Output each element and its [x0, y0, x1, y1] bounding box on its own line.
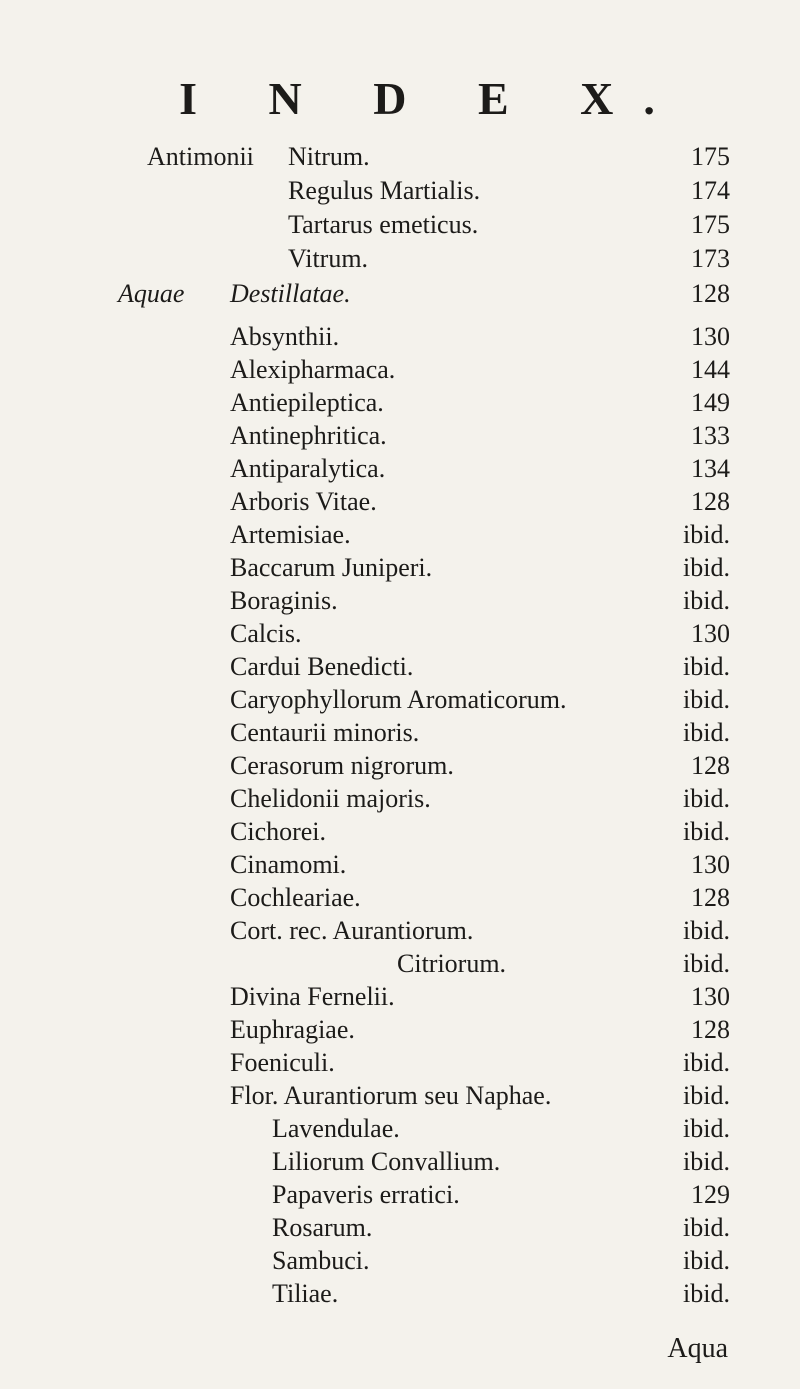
entry-text: Cort. rec. Aurantiorum.	[230, 916, 474, 945]
entry-text: Arboris Vitae.	[230, 487, 377, 516]
index-entry	[0, 1178, 800, 1212]
entry-text: Cichorei.	[230, 817, 327, 846]
entry-page: ibid.	[683, 1081, 730, 1110]
entry-text: Alexipharmaca.	[230, 355, 396, 384]
index-entry	[0, 386, 800, 420]
entry-page: 129	[691, 1180, 730, 1209]
entry-page: 130	[691, 982, 730, 1011]
index-entry	[0, 683, 800, 717]
entry-page: ibid.	[683, 718, 730, 747]
index-entry	[0, 584, 800, 618]
index-entry	[0, 242, 800, 276]
entry-text: Calcis.	[230, 619, 302, 648]
entry-page: ibid.	[683, 1246, 730, 1275]
index-entry	[0, 485, 800, 519]
entry-text: Baccarum Juniperi.	[230, 553, 433, 582]
index-entry	[0, 320, 800, 354]
entry-page: 134	[691, 454, 730, 483]
entry-text: Rosarum.	[272, 1213, 373, 1242]
index-entry	[0, 1244, 800, 1278]
entry-text: Centaurii minoris.	[230, 718, 420, 747]
index-entry	[0, 947, 800, 981]
entry-text: Tartarus emeticus.	[288, 210, 479, 239]
entry-page: ibid.	[683, 1048, 730, 1077]
entry-text: Vitrum.	[288, 244, 369, 273]
index-entry	[0, 419, 800, 453]
index-entry	[0, 518, 800, 552]
index-entry	[0, 1046, 800, 1080]
index-entry	[0, 980, 800, 1014]
entry-text: Euphragiae.	[230, 1015, 355, 1044]
entry-page: 175	[691, 142, 730, 171]
entry-page: 173	[691, 244, 730, 273]
entry-page: ibid.	[683, 949, 730, 978]
index-entry	[0, 1079, 800, 1113]
entry-page: 133	[691, 421, 730, 450]
entry-page: ibid.	[683, 652, 730, 681]
entry-page: ibid.	[683, 586, 730, 615]
entry-text: Nitrum.	[288, 142, 370, 171]
index-entry	[0, 140, 800, 174]
index-entry	[0, 1145, 800, 1179]
index-entry	[0, 174, 800, 208]
entry-text: Destillatae.	[230, 279, 351, 308]
entry-text: Liliorum Convallium.	[272, 1147, 501, 1176]
entry-page: ibid.	[683, 1279, 730, 1308]
entry-text: Flor. Aurantiorum seu Naphae.	[230, 1081, 552, 1110]
entry-text: Cardui Benedicti.	[230, 652, 414, 681]
entry-page: ibid.	[683, 553, 730, 582]
entry-page: ibid.	[683, 1114, 730, 1143]
entry-group: Antimonii	[147, 142, 254, 171]
entry-text: Antinephritica.	[230, 421, 387, 450]
entry-text: Foeniculi.	[230, 1048, 335, 1077]
index-entry	[0, 815, 800, 849]
index-entry	[0, 881, 800, 915]
index-entry	[0, 848, 800, 882]
entry-text: Cerasorum nigrorum.	[230, 751, 454, 780]
entry-page: ibid.	[683, 1147, 730, 1176]
entry-page: 130	[691, 619, 730, 648]
entry-page: 130	[691, 850, 730, 879]
entry-text: Citriorum.	[397, 949, 507, 978]
index-entry	[0, 914, 800, 948]
entry-text: Cochleariae.	[230, 883, 361, 912]
index-entry	[0, 551, 800, 585]
index-entry	[0, 650, 800, 684]
entry-text: Antiparalytica.	[230, 454, 386, 483]
entry-page: 128	[691, 751, 730, 780]
catchword: Aqua	[667, 1333, 728, 1364]
entry-page: ibid.	[683, 916, 730, 945]
entry-text: Regulus Martialis.	[288, 176, 481, 205]
entry-text: Boraginis.	[230, 586, 338, 615]
entry-page: 174	[691, 176, 730, 205]
entry-page: 130	[691, 322, 730, 351]
index-entry	[0, 208, 800, 242]
index-entry	[0, 1211, 800, 1245]
entry-text: Lavendulae.	[272, 1114, 400, 1143]
entry-page: ibid.	[683, 784, 730, 813]
entry-page: 144	[691, 355, 730, 384]
entry-text: Antiepileptica.	[230, 388, 384, 417]
entry-text: Caryophyllorum Aromaticorum.	[230, 685, 567, 714]
entry-page: ibid.	[683, 520, 730, 549]
index-entry	[0, 1112, 800, 1146]
page-title: I N D E X.	[179, 73, 685, 124]
entry-text: Papaveris erratici.	[272, 1180, 460, 1209]
entry-page: ibid.	[683, 817, 730, 846]
index-entry	[0, 1013, 800, 1047]
index-entry	[0, 452, 800, 486]
entry-text: Sambuci.	[272, 1246, 370, 1275]
entry-text: Artemisiae.	[230, 520, 351, 549]
index-entry	[0, 617, 800, 651]
entry-page: 175	[691, 210, 730, 239]
entry-page: 128	[691, 883, 730, 912]
index-entry	[0, 782, 800, 816]
entry-page: 149	[691, 388, 730, 417]
entry-text: Absynthii.	[230, 322, 340, 351]
entry-page: 128	[691, 487, 730, 516]
index-entry	[0, 277, 800, 311]
entry-text: Cinamomi.	[230, 850, 347, 879]
entry-group: Aquae	[118, 279, 185, 308]
entry-page: ibid.	[683, 685, 730, 714]
entry-text: Chelidonii majoris.	[230, 784, 431, 813]
entry-text: Divina Fernelii.	[230, 982, 395, 1011]
entry-page: 128	[691, 279, 730, 308]
index-entry	[0, 1277, 800, 1311]
entry-page: 128	[691, 1015, 730, 1044]
index-entry	[0, 716, 800, 750]
entry-page: ibid.	[683, 1213, 730, 1242]
index-entry	[0, 749, 800, 783]
index-entry	[0, 353, 800, 387]
entry-text: Tiliae.	[272, 1279, 339, 1308]
